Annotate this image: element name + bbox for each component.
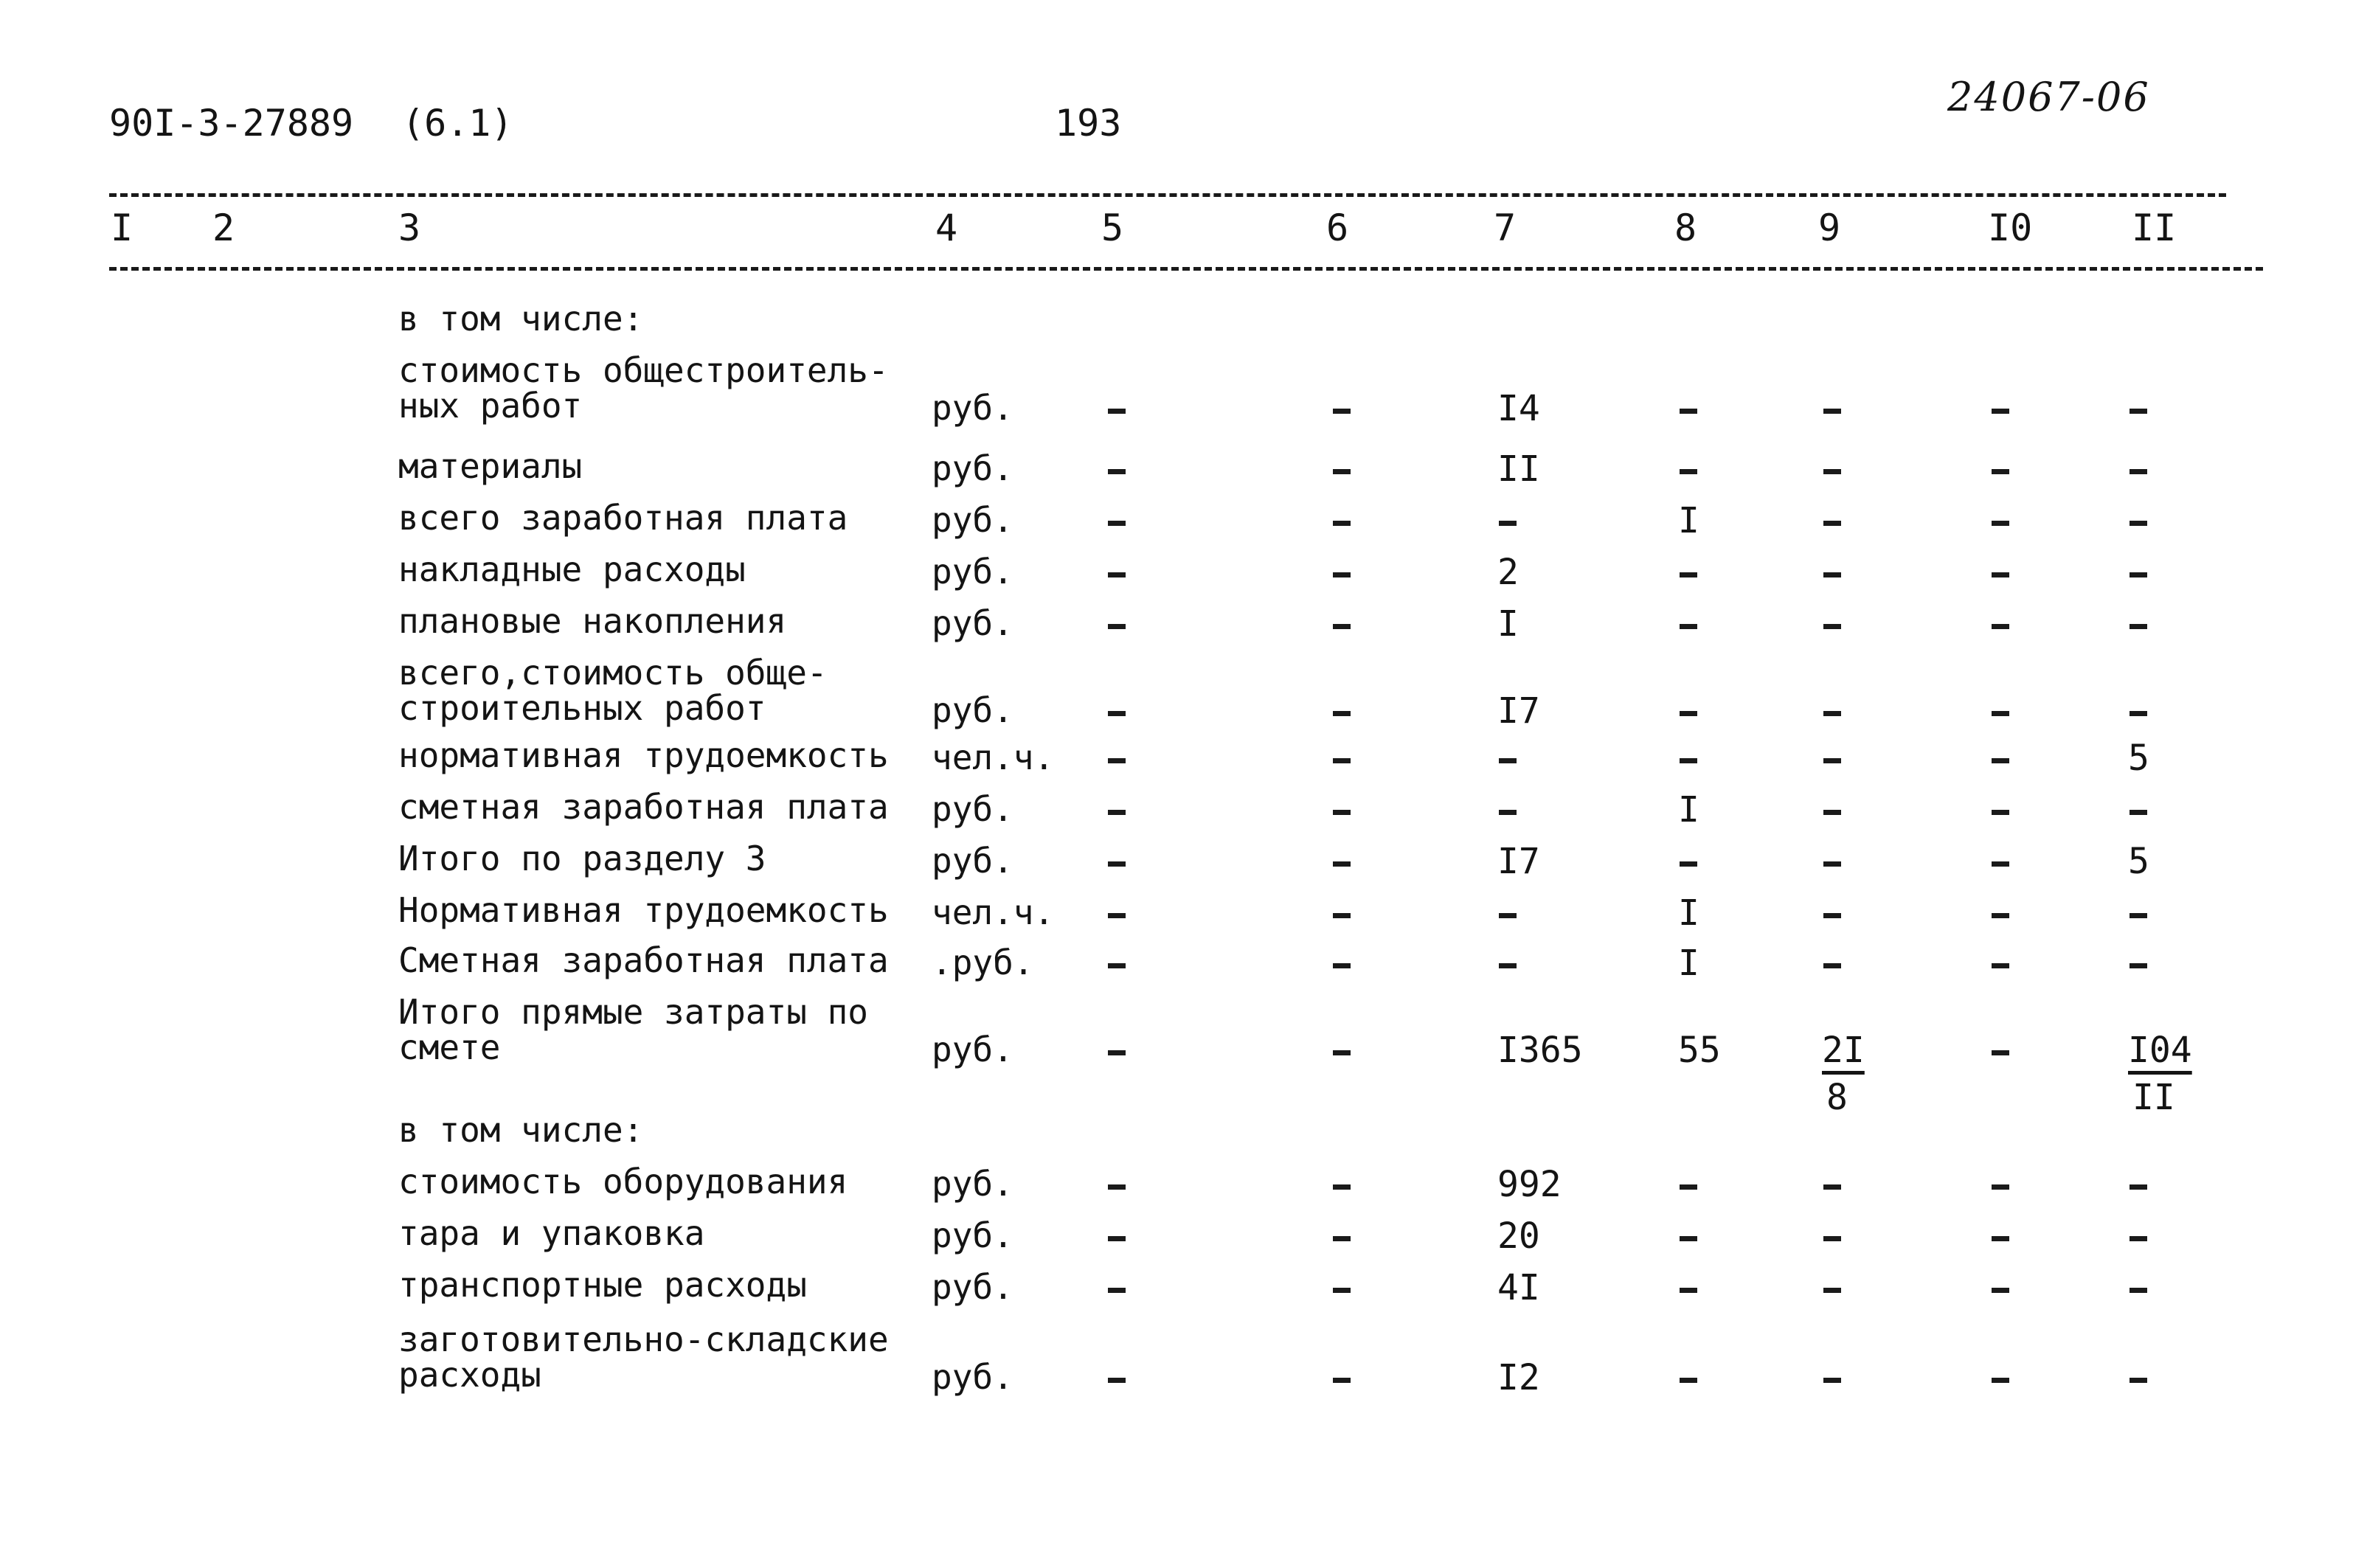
dash-value [2128, 1215, 2149, 1257]
row-unit: руб. [932, 1267, 1013, 1307]
row-unit: руб. [932, 388, 1013, 428]
dash-value [1331, 738, 1353, 779]
dash-value [1331, 448, 1353, 490]
dash-value [2128, 500, 2149, 541]
dash-value [1497, 789, 1519, 830]
dash-value [1331, 388, 1353, 429]
document-code: 90I-3-27889 [109, 102, 354, 145]
value-cell: 5 [2128, 738, 2149, 779]
value-cell: 55 [1678, 1030, 1721, 1071]
column-header: I0 [1988, 207, 2033, 249]
value-cell: I [1678, 789, 1699, 830]
row-unit: руб. [932, 552, 1013, 592]
dash-value [1678, 1267, 1699, 1308]
column-header: 5 [1101, 207, 1124, 249]
column-header: 4 [935, 207, 958, 249]
row-description: материалы [398, 446, 583, 486]
column-header: 3 [398, 207, 421, 249]
row-unit: руб. [932, 1030, 1013, 1069]
dash-value [1106, 552, 1128, 593]
row-description: в том числе: [398, 1110, 644, 1150]
dash-value [1106, 388, 1128, 429]
row-description: стоимость оборудования [398, 1162, 848, 1201]
row-unit: руб. [932, 789, 1013, 829]
dash-value [1331, 690, 1353, 732]
column-header: 8 [1674, 207, 1697, 249]
row-description: Сметная заработная плата [398, 940, 889, 980]
value-cell: 5 [2128, 841, 2149, 882]
dash-value [1106, 841, 1128, 882]
dash-value [1678, 388, 1699, 429]
column-header: 9 [1818, 207, 1841, 249]
dash-value [1331, 603, 1353, 645]
dash-value [1106, 789, 1128, 830]
dash-value [1331, 789, 1353, 830]
dash-value [1106, 892, 1128, 934]
column-header: 7 [1494, 207, 1517, 249]
fraction-numerator: I04 [2128, 1030, 2192, 1071]
dash-value [1822, 690, 1843, 732]
dash-value [1822, 500, 1843, 541]
dash-value [1822, 892, 1843, 934]
dash-value [2128, 1357, 2149, 1398]
column-header: 6 [1326, 207, 1349, 249]
row-unit: чел.ч. [932, 738, 1055, 777]
dash-value [1106, 603, 1128, 645]
dash-value [1990, 448, 2011, 490]
value-cell: I365 [1497, 1030, 1583, 1071]
row-description: Итого по разделу 3 [398, 839, 766, 878]
fraction-numerator: 2I [1822, 1030, 1865, 1071]
dash-value [1822, 1357, 1843, 1398]
row-description: всего,стоимость обще- [398, 653, 828, 693]
dash-value [1331, 1267, 1353, 1308]
row-description: Нормативная трудоемкость [398, 890, 889, 930]
row-description: ных работ [398, 386, 583, 426]
row-description: накладные расходы [398, 549, 746, 589]
value-cell: I [1678, 892, 1699, 934]
dash-value [1678, 1215, 1699, 1257]
dash-value [2128, 690, 2149, 732]
row-description: заготовительно-складские [398, 1319, 889, 1359]
dash-value [1331, 500, 1353, 541]
row-description: всего заработная плата [398, 498, 848, 538]
dash-value [1990, 500, 2011, 541]
row-unit: .руб. [932, 943, 1034, 982]
row-unit: руб. [932, 1357, 1013, 1397]
value-cell: 2 [1497, 552, 1519, 593]
dash-value [1106, 448, 1128, 490]
row-unit: руб. [932, 841, 1013, 881]
dash-value [1331, 1357, 1353, 1398]
dash-value [1990, 603, 2011, 645]
top-rule [109, 193, 2226, 197]
dash-value [1331, 943, 1353, 984]
section-number: (6.1) [402, 102, 513, 145]
dash-value [1106, 1267, 1128, 1308]
dash-value [1678, 603, 1699, 645]
dash-value [1106, 1215, 1128, 1257]
value-cell: I [1678, 943, 1699, 984]
handwritten-reference: 24067-06 [1947, 74, 2150, 120]
page-number: 193 [1055, 102, 1122, 145]
value-cell: 992 [1497, 1164, 1562, 1205]
dash-value [1678, 552, 1699, 593]
row-unit: чел.ч. [932, 892, 1055, 932]
dash-value [1822, 738, 1843, 779]
dash-value [1106, 1357, 1128, 1398]
dash-value [1822, 552, 1843, 593]
dash-value [1990, 1267, 2011, 1308]
dash-value [2128, 388, 2149, 429]
dash-value [1822, 1267, 1843, 1308]
row-description: расходы [398, 1355, 541, 1395]
dash-value [2128, 789, 2149, 830]
dash-value [1822, 789, 1843, 830]
dash-value [1990, 1215, 2011, 1257]
value-cell: I4 [1497, 388, 1540, 429]
dash-value [1822, 943, 1843, 984]
row-description: плановые накопления [398, 601, 787, 641]
row-unit: руб. [932, 603, 1013, 643]
column-header: I [111, 207, 134, 249]
row-description: Итого прямые затраты по [398, 992, 868, 1032]
dash-value [1678, 1164, 1699, 1205]
header-bottom-rule [109, 267, 2263, 271]
dash-value [1822, 1164, 1843, 1205]
value-cell: II [1497, 448, 1540, 490]
dash-value [1990, 738, 2011, 779]
dash-value [1331, 892, 1353, 934]
column-header: 2 [212, 207, 235, 249]
row-unit: руб. [932, 1215, 1013, 1255]
fraction-denominator: II [2132, 1077, 2175, 1118]
dash-value [1497, 500, 1519, 541]
dash-value [1990, 388, 2011, 429]
row-description: стоимость общестроитель- [398, 350, 889, 390]
dash-value [1822, 1215, 1843, 1257]
dash-value [2128, 603, 2149, 645]
dash-value [1331, 1215, 1353, 1257]
dash-value [1990, 690, 2011, 732]
dash-value [1822, 603, 1843, 645]
dash-value [1990, 1357, 2011, 1398]
dash-value [1822, 388, 1843, 429]
row-description: тара и упаковка [398, 1213, 705, 1253]
dash-value [1990, 1030, 2011, 1071]
dash-value [1497, 943, 1519, 984]
dash-value [1678, 690, 1699, 732]
dash-value [2128, 1164, 2149, 1205]
row-unit: руб. [932, 690, 1013, 730]
dash-value [1106, 500, 1128, 541]
dash-value [1106, 943, 1128, 984]
row-description: сметная заработная плата [398, 787, 889, 827]
value-cell: I [1678, 500, 1699, 541]
dash-value [2128, 943, 2149, 984]
dash-value [1678, 841, 1699, 882]
dash-value [1331, 841, 1353, 882]
row-unit: руб. [932, 1164, 1013, 1204]
value-cell: I2 [1497, 1357, 1540, 1398]
dash-value [2128, 552, 2149, 593]
row-unit: руб. [932, 500, 1013, 540]
dash-value [1331, 1030, 1353, 1071]
dash-value [1106, 738, 1128, 779]
value-cell: 20 [1497, 1215, 1540, 1257]
dash-value [1822, 448, 1843, 490]
value-cell: I [1497, 603, 1519, 645]
dash-value [2128, 1267, 2149, 1308]
dash-value [1822, 841, 1843, 882]
dash-value [1106, 690, 1128, 732]
dash-value [1678, 1357, 1699, 1398]
dash-value [1990, 789, 2011, 830]
value-cell: 4I [1497, 1267, 1540, 1308]
dash-value [1990, 841, 2011, 882]
dash-value [1497, 892, 1519, 934]
dash-value [1990, 552, 2011, 593]
row-description: строительных работ [398, 688, 766, 728]
row-description: в том числе: [398, 299, 644, 339]
value-cell: I7 [1497, 690, 1540, 732]
dash-value [1990, 943, 2011, 984]
dash-value [1331, 552, 1353, 593]
dash-value [2128, 448, 2149, 490]
dash-value [1678, 738, 1699, 779]
row-description: транспортные расходы [398, 1265, 807, 1305]
dash-value [1106, 1030, 1128, 1071]
dash-value [1106, 1164, 1128, 1205]
dash-value [1331, 1164, 1353, 1205]
row-description: смете [398, 1027, 501, 1067]
row-description: нормативная трудоемкость [398, 735, 889, 775]
dash-value [1497, 738, 1519, 779]
dash-value [1990, 892, 2011, 934]
dash-value [1990, 1164, 2011, 1205]
dash-value [1678, 448, 1699, 490]
value-cell: I7 [1497, 841, 1540, 882]
dash-value [2128, 892, 2149, 934]
fraction-denominator: 8 [1826, 1077, 1848, 1118]
row-unit: руб. [932, 448, 1013, 488]
column-header: II [2132, 207, 2177, 249]
